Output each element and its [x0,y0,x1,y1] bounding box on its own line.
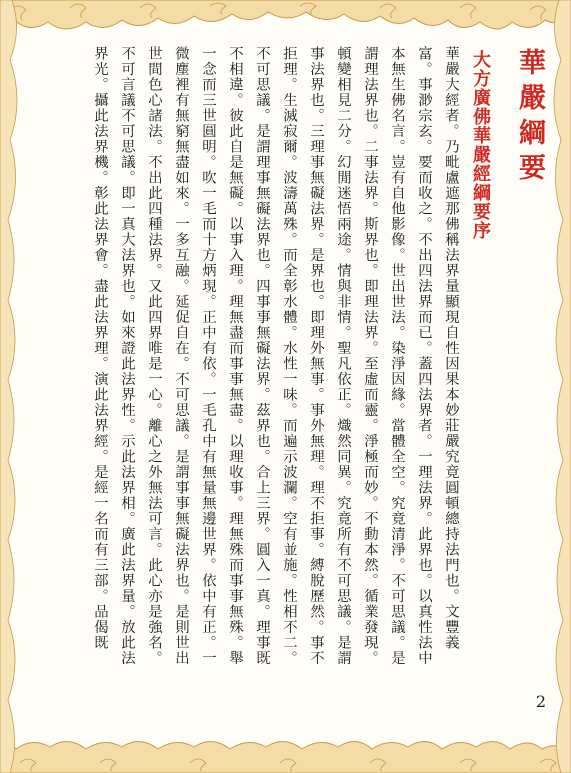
text-column: 事法界也。三理事無礙法界。是界也。即理外無事。事外無理。理不拒事。縛脫歷然。事不 [308,46,324,666]
text-column: 華嚴大經者。乃毗盧遮那佛稱法界量顯現自性因果本妙莊嚴究竟圓頓總持法門也。文豐義 [443,46,459,651]
text-column: 世間色心諸法。不出此四種法界。又此四界唯是一心。離心之外無法可言。此心亦是強名。 [146,46,162,666]
cloud-border-bottom [0,735,571,773]
text-column: 謂理法界也。二事法界。斯界也。即理法界。至虛而靈。淨極而妙。不動本然。循業發現。 [362,46,378,666]
text-column: 微塵裡有無窮無盡如來。一多互融。延促自在。不可思議。是謂事事無礙法界也。是則世出 [173,46,189,666]
cloud-border-top [0,0,571,38]
page-title: 華嚴綱要 [514,48,545,188]
text-column: 富。事渺宗玄。要而收之。不出四法界而已。蓋四法界者。一理法界。此界也。以真性法中 [416,46,432,666]
cloud-border-left [0,0,30,773]
section-heading: 大方廣佛華嚴經綱要序 [470,50,491,240]
text-column: 頓變相見二分。幻閒迷悟兩途。情與非情。聖凡依正。熾然同異。究竟所有不可思議。是謂 [335,46,351,666]
text-column: 界光。攝此法界機。彰此法界會。盡此法界理。演此法界經。是經一名而有三部。品偈既 [92,46,108,651]
text-column: 拒理。生滅寂爾。波濤萬殊。而全彰水體。水性一味。而遍示波瀾。空有並施。性相不二。 [281,46,297,666]
text-column: 不相違。彼此自是無礙。以事入理。理無盡而事事無盡。以理收事。理無殊而事事無殊。舉 [227,46,243,666]
text-column: 一念而三世圓明。吹一毛而十方炳現。正中有依。一毛孔中有無量無邊世界。依中有正。一 [200,46,216,666]
text-column: 不可思議。是謂理事無礙法界也。四事事無礙法界。茲界也。合上三界。圓入一真。理事既 [254,46,270,666]
page-number: 2 [535,692,546,711]
text-column: 本無生佛名言。豈有自他影像。世出世法。染淨因緣。當體全空。究竟清淨。不可思議。是 [389,46,405,666]
text-column: 不可言議不可思議。即一真大法界也。如來證此法界性。示此法界相。廣此法界量。放此法 [119,46,135,666]
